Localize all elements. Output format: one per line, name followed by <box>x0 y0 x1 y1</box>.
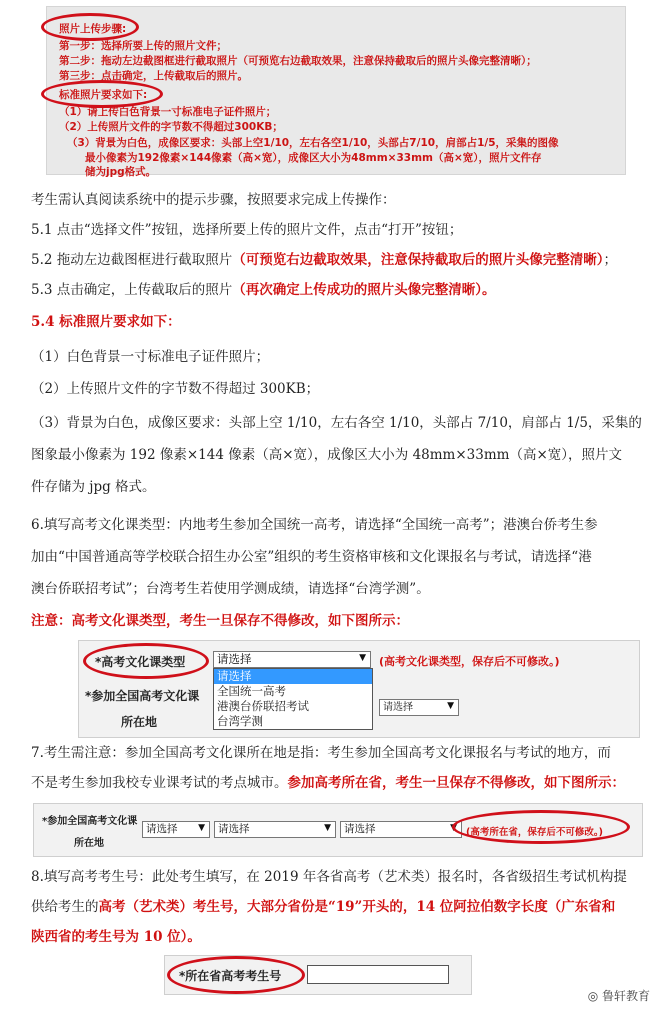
step-5-1: 5.1 点击“选择文件”按钮，选择所要上传的照片文件，点击“打开”按钮； <box>31 222 463 238</box>
requirement-3-line3: 件存储为 jpg 格式。 <box>31 479 156 495</box>
form-screenshot-type: *高考文化课类型 请选择 ▼ (高考文化课类型，保存后不可修改。) 请选择 全国统一高考 港澳台侨联招考试 台湾学测 *参加全国高考文化课 所在地 请选择 ▼ <box>78 640 640 738</box>
province-select[interactable]: 请选择 ▼ <box>142 821 210 838</box>
note-6: 注意：高考文化课类型，考生一旦保存不得修改，如下图所示： <box>31 613 409 629</box>
item-8-line3: 陕西省的考生号为 10 位）。 <box>31 929 201 945</box>
step-5-3: 5.3 点击确定，上传截取后的照片（再次确定上传成功的照片头像完整清晰）。 <box>31 282 496 298</box>
dropdown-option[interactable]: 全国统一高考 <box>217 684 286 698</box>
item-6-line3: 澳台侨联招考试”；台湾考生若使用学测成绩，请选择“台湾学测”。 <box>31 581 430 597</box>
instruction-screenshot <box>46 6 626 178</box>
requirement-1: （1）白色背景一寸标准电子证件照片； <box>31 349 270 365</box>
panel-req3b: 最小像素为192像素×144像素（高×宽），成像区大小为48mm×33mm（高×宽），照片文件存 <box>85 152 542 164</box>
step-5-2: 5.2 拖动左边截图框进行截取照片（可预览右边截取效果，注意保持截取后的照片头像完整清晰）； <box>31 252 618 268</box>
location-select[interactable]: 请选择 ▼ <box>379 699 459 716</box>
highlight-oval <box>41 80 163 108</box>
item-7-line2: 不是考生参加我校专业课考试的考点城市。参加高考所在省，考生一旦保存不得修改，如下图所示： <box>31 775 625 791</box>
step-5-4-heading: 5.4 标准照片要求如下： <box>31 314 181 330</box>
wechat-icon: ◎ <box>587 989 602 1003</box>
type-select[interactable]: 请选择 ▼ <box>213 651 371 668</box>
intro-text: 考生需认真阅读系统中的提示步骤，按照要求完成上传操作： <box>31 192 396 208</box>
panel-req3c: 储为jpg格式。 <box>85 166 157 178</box>
location-note: (高考所在省，保存后不可修改。) <box>466 827 603 838</box>
requirement-3-line2: 图象最小像素为 192 像素×144 像素（高×宽），成像区大小为 48mm×33mm（高×宽），照片文 <box>31 447 623 463</box>
item-8-line2: 供给考生的高考（艺术类）考生号，大部分省份是“19”开头的，14 位阿拉伯数字长度（广东省和 <box>31 899 616 915</box>
highlight-oval <box>167 956 305 994</box>
panel-step3: 第三步：点击确定，上传截取后的照片。 <box>59 70 248 82</box>
panel-req3a: （3）背景为白色，成像区要求：头部上空1/10，左右各空1/10，头部占7/10，肩部占1/5，采集的图像 <box>67 137 559 149</box>
panel-step1: 第一步：选择所要上传的照片文件； <box>59 40 227 52</box>
type-label: *高考文化课类型 <box>95 655 186 669</box>
highlight-oval <box>83 643 209 679</box>
location-label: *参加全国高考文化课 <box>85 689 200 703</box>
panel-step2: 第二步：拖动左边截图框进行截取照片（可预览右边截取效果，注意保持截取后的照片头像完整清晰）； <box>59 55 537 67</box>
chevron-down-icon: ▼ <box>359 653 366 663</box>
panel-req1: （1）请上传白色背景一寸标准电子证件照片； <box>59 106 277 118</box>
highlight-oval <box>41 13 139 41</box>
item-6-line1: 6.填写高考文化课类型：内地考生参加全国统一高考，请选择“全国统一高考”；港澳台侨考生参 <box>31 517 598 533</box>
district-select[interactable]: 请选择 ▼ <box>340 821 462 838</box>
form-screenshot-exam-number <box>164 955 472 995</box>
highlight-oval <box>452 810 630 844</box>
panel-req-title: 标准照片要求如下: <box>59 89 148 101</box>
requirement-3-line1: （3）背景为白色，成像区要求：头部上空 1/10，左右各空 1/10，头部占 7/10，肩部占 1/5，采集的 <box>31 415 642 431</box>
dropdown-option[interactable]: 台湾学测 <box>217 714 263 728</box>
type-note: (高考文化课类型，保存后不可修改。) <box>379 655 560 668</box>
dropdown-option[interactable]: 请选择 <box>214 669 372 684</box>
city-select[interactable]: 请选择 ▼ <box>214 821 336 838</box>
panel-req2: （2）上传照片文件的字节数不得超过300KB； <box>59 121 283 133</box>
panel-title: 照片上传步骤: <box>59 23 127 35</box>
item-8-line1: 8.填写高考考生号：此处考生填写，在 2019 年各省高考（艺术类）报名时，各省级招生考试机构提 <box>31 869 627 885</box>
exam-number-input[interactable] <box>307 965 449 984</box>
form-screenshot-location: *参加全国高考文化课 所在地 请选择 ▼ 请选择 ▼ 请选择 ▼ (高考所在省，保存后不可修改。) <box>33 803 643 857</box>
item-6-line2: 加由“中国普通高等学校联合招生办公室”组织的考生资格审核和文化课报名与考试，请选择“港 <box>31 549 592 565</box>
item-7-line1: 7.考生需注意：参加全国高考文化课所在地是指：考生参加全国高考文化课报名与考试的地方，而 <box>31 745 611 761</box>
dropdown-option[interactable]: 港澳台侨联招考试 <box>217 699 309 713</box>
exam-number-label: *所在省高考考生号 <box>179 969 282 983</box>
type-dropdown-list <box>213 668 373 730</box>
requirement-2: （2）上传照片文件的字节数不得超过 300KB； <box>31 381 320 397</box>
brand-footer: ◎ 鲁轩教育 <box>587 989 650 1003</box>
